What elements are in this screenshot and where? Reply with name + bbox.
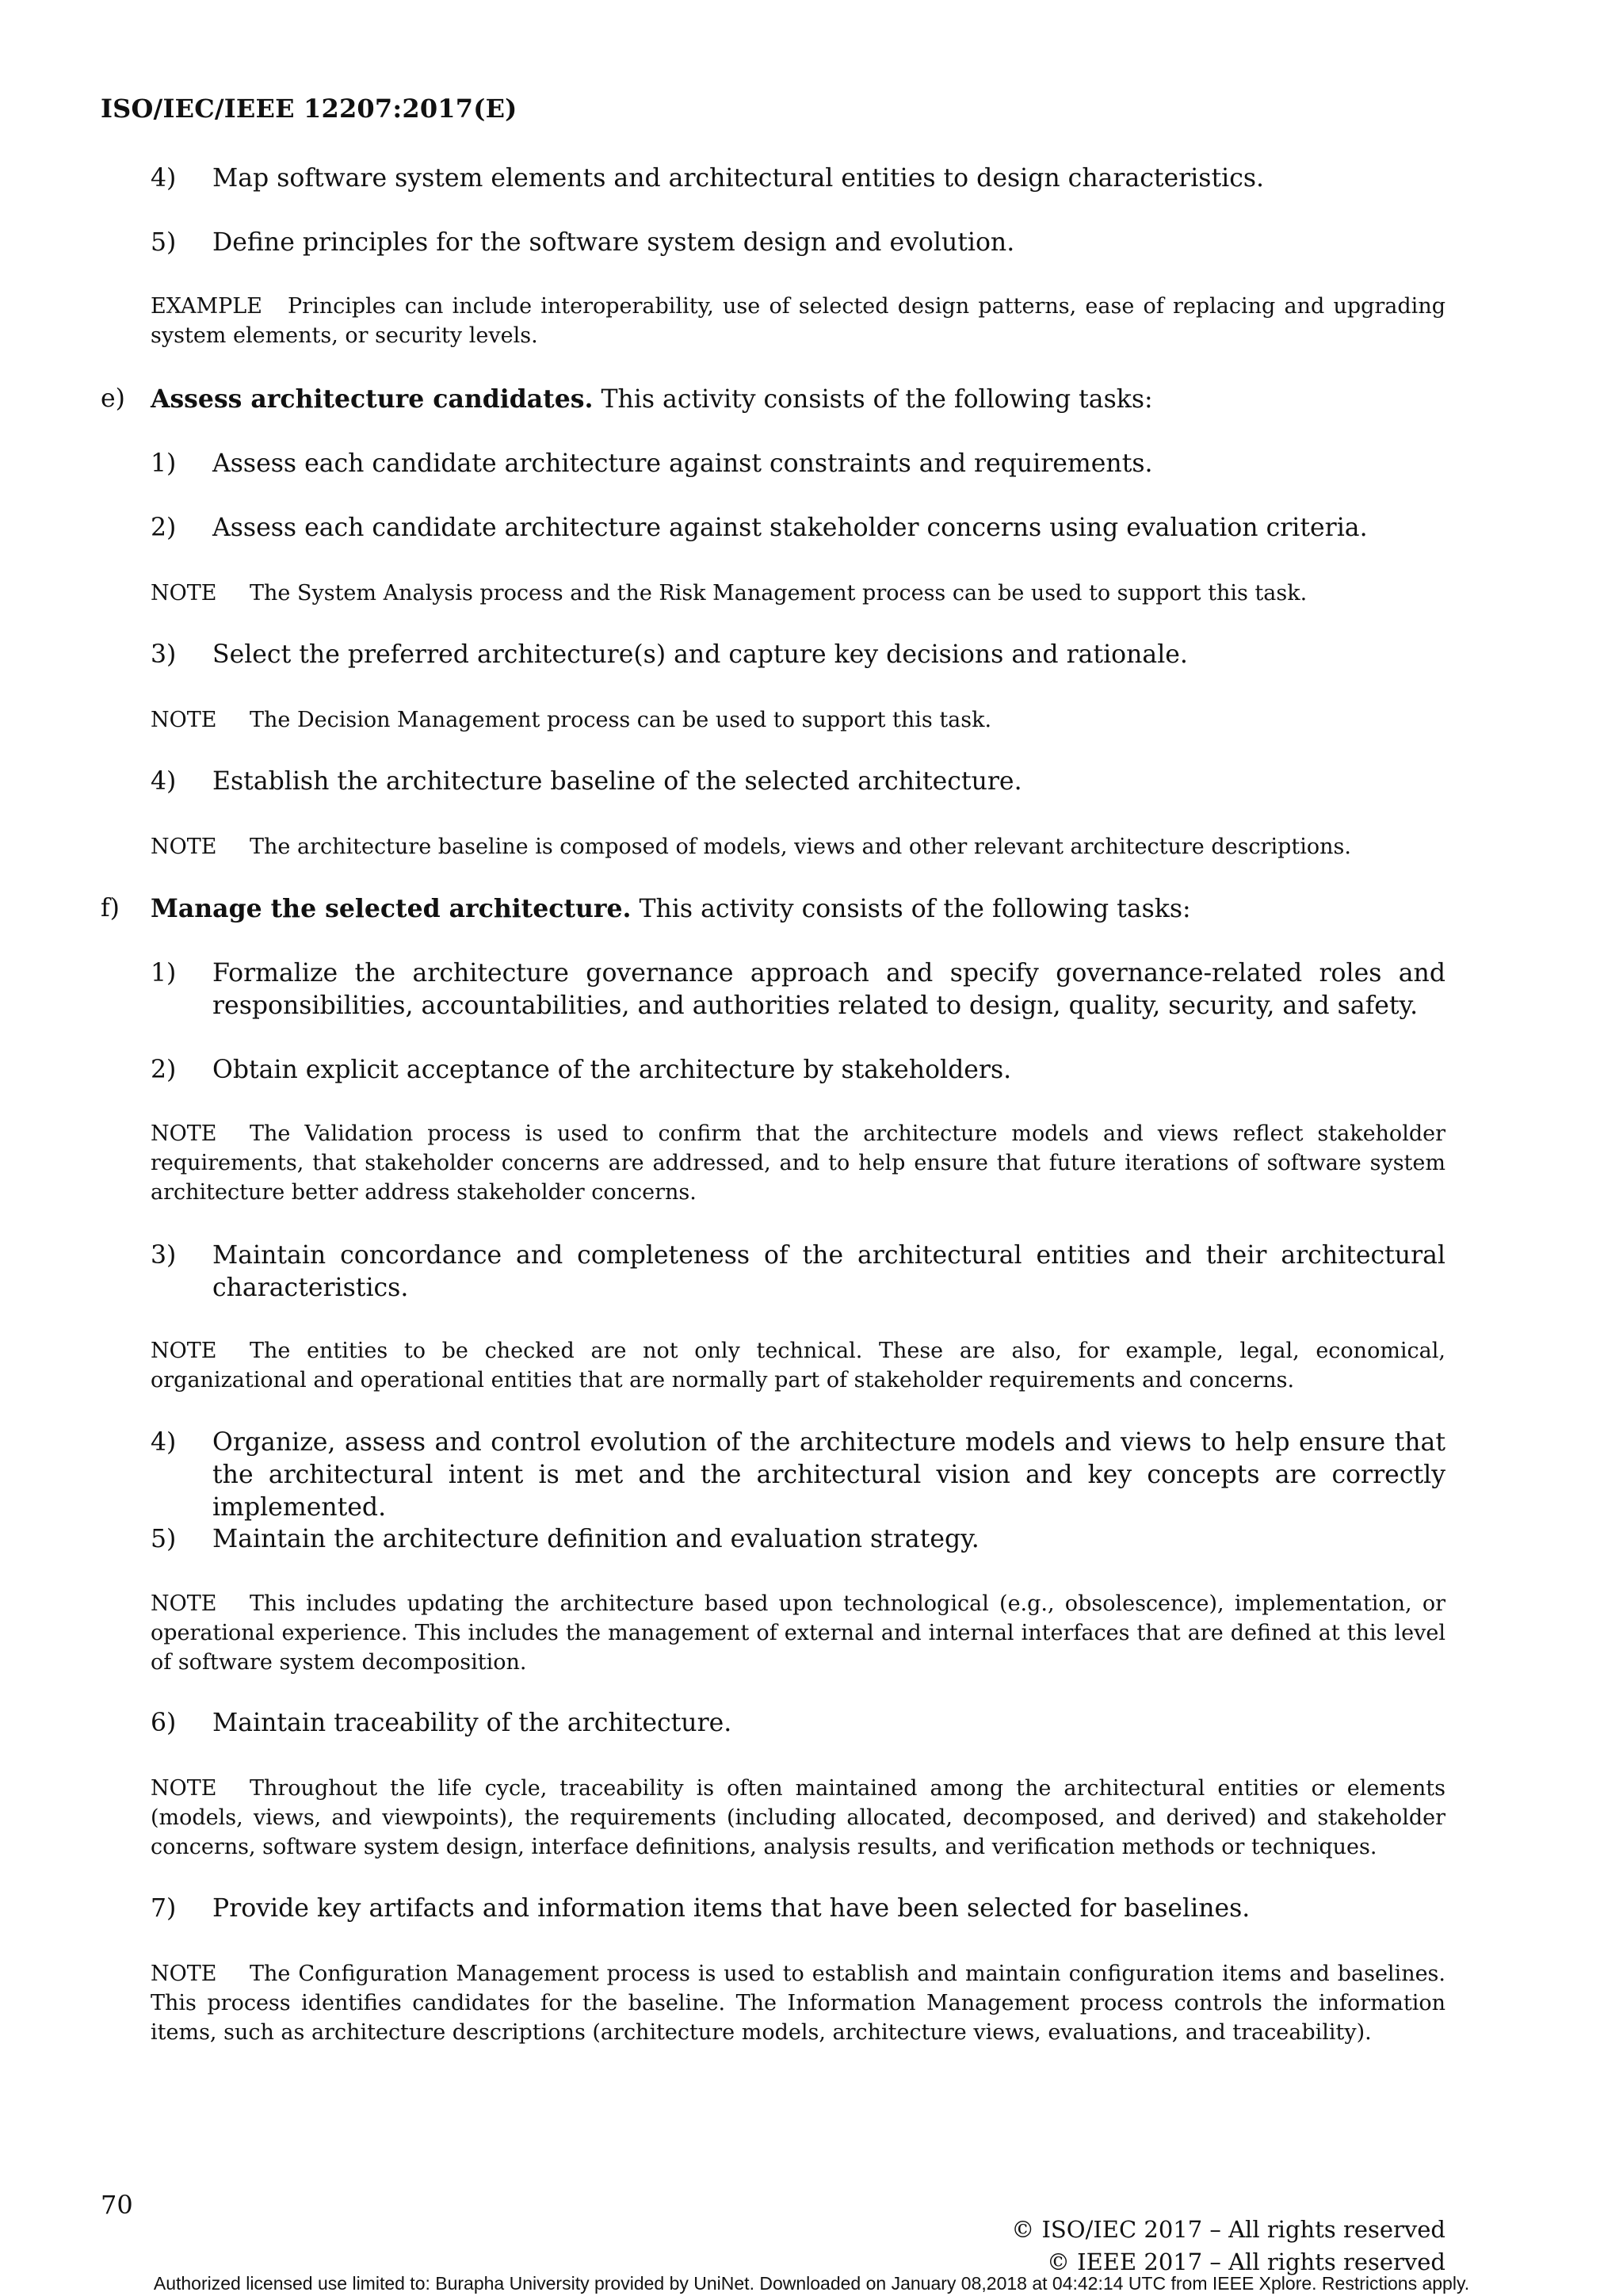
- note-tag: NOTE: [151, 708, 217, 732]
- note-text: The Validation process is used to confirm that the architecture models and views reflect stakeholder requirements, that stakeholder concerns are addressed, and to help ensure that future iterations of software system architecture better address stakeholder concerns.: [151, 1121, 1445, 1205]
- task-number: 2): [151, 1056, 177, 1084]
- task-text: Define principles for the software system design and evolution.: [212, 228, 1015, 257]
- authorization-notice: Authorized licensed use limited to: Burapha University provided by UniNet. Downloaded on January 08,2018 at 04:42:14 UTC from IEEE Xplore. Restrictions apply.: [153, 2273, 1470, 2294]
- task-item: [151, 512, 1445, 544]
- task-item: [151, 1240, 1445, 1305]
- activity-title: Manage the selected architecture.: [151, 894, 632, 923]
- note-text: Throughout the life cycle, traceability is often maintained among the architectural entities or elements (models, views, and viewpoints), the requirements (including allocated, decomposed, and derived) and stakeholder concerns, software system design, interface definitions, analysis results, and verification methods or techniques.: [151, 1776, 1445, 1859]
- task-item: [151, 766, 1445, 798]
- task-text: Maintain traceability of the architecture.: [212, 1709, 732, 1737]
- activity-letter: f): [101, 894, 120, 923]
- task-number: 3): [151, 1241, 177, 1270]
- note-tag: NOTE: [151, 835, 217, 859]
- note-block: [151, 832, 1445, 861]
- activity-text: This activity consists of the following tasks:: [593, 385, 1153, 414]
- note-text: The Decision Management process can be used to support this task.: [250, 708, 992, 732]
- task-text: Establish the architecture baseline of the selected architecture.: [212, 767, 1022, 796]
- example-block: [151, 292, 1445, 350]
- note-text: The entities to be checked are not only technical. These are also, for example, legal, economical, organizational and operational entities that are normally part of stakeholder requirements and concerns.: [151, 1339, 1445, 1392]
- activity-title: Assess architecture candidates.: [151, 384, 594, 414]
- task-item: [151, 1893, 1445, 1925]
- activity-letter: e): [101, 384, 125, 413]
- example-tag: EXAMPLE: [151, 294, 262, 319]
- task-number: 1): [151, 959, 177, 988]
- task-item: [151, 448, 1445, 480]
- task-number: 4): [151, 1428, 177, 1457]
- task-item: [151, 957, 1445, 1022]
- task-item: [151, 1054, 1445, 1087]
- task-text: Assess each candidate architecture against stakeholder concerns using evaluation criteria.: [212, 514, 1368, 542]
- note-tag: NOTE: [151, 1591, 217, 1616]
- note-text: The Configuration Management process is used to establish and maintain configuration items and baselines. This process identifies candidates for the baseline. The Information Management process controls the information items, such as architecture descriptions (architecture models, architecture views, evaluations, and traceability).: [151, 1962, 1445, 2045]
- task-number: 1): [151, 449, 177, 478]
- note-block: [151, 1589, 1445, 1677]
- task-text: Maintain concordance and completeness of the architectural entities and their architectural characteristics.: [212, 1241, 1445, 1302]
- copyright-block: [1011, 2214, 1445, 2279]
- activity-f: [101, 892, 1445, 926]
- task-number: 3): [151, 640, 177, 669]
- task-text: Map software system elements and architectural entities to design characteristics.: [212, 164, 1265, 193]
- task-text: Obtain explicit acceptance of the architecture by stakeholders.: [212, 1056, 1012, 1084]
- task-text: Select the preferred architecture(s) and capture key decisions and rationale.: [212, 640, 1188, 669]
- task-item: [151, 1707, 1445, 1740]
- activity-e: [101, 383, 1445, 416]
- example-text: Principles can include interoperability, use of selected design patterns, ease of replacing and upgrading system elements, or security levels.: [151, 294, 1445, 348]
- note-block: [151, 1336, 1445, 1395]
- task-text: Formalize the architecture governance approach and specify governance-related roles and responsibilities, accountabilities, and authorities related to design, quality, security, and safety.: [212, 959, 1445, 1020]
- activity-text: This activity consists of the following tasks:: [631, 895, 1191, 923]
- note-tag: NOTE: [151, 1339, 217, 1363]
- note-tag: NOTE: [151, 1776, 217, 1801]
- copyright-ieee: © IEEE 2017 – All rights reserved: [1046, 2248, 1445, 2275]
- task-number: 5): [151, 228, 177, 257]
- task-number: 4): [151, 164, 177, 193]
- task-item: [151, 1427, 1445, 1524]
- note-tag: NOTE: [151, 1962, 217, 1986]
- task-item: [151, 639, 1445, 671]
- task-number: 5): [151, 1525, 177, 1553]
- task-item: [151, 227, 1445, 259]
- task-text: Assess each candidate architecture against constraints and requirements.: [212, 449, 1153, 478]
- note-block: [151, 1959, 1445, 2047]
- task-item: [151, 162, 1445, 195]
- document-header: ISO/IEC/IEEE 12207:2017(E): [101, 94, 517, 124]
- task-number: 2): [151, 514, 177, 542]
- note-block: [151, 579, 1445, 608]
- note-text: The System Analysis process and the Risk Management process can be used to support this task.: [250, 581, 1308, 606]
- task-number: 7): [151, 1894, 177, 1923]
- task-number: 4): [151, 767, 177, 796]
- note-tag: NOTE: [151, 581, 217, 606]
- note-block: [151, 705, 1445, 735]
- note-block: [151, 1774, 1445, 1862]
- copyright-iso: © ISO/IEC 2017 – All rights reserved: [1011, 2216, 1445, 2243]
- task-text: Provide key artifacts and information items that have been selected for baselines.: [212, 1894, 1251, 1923]
- task-number: 6): [151, 1709, 177, 1737]
- page-number: 70: [101, 2190, 133, 2220]
- note-text: This includes updating the architecture based upon technological (e.g., obsolescence), implementation, or operational experience. This includes the management of external and internal interfaces that are defined at this level of software system decomposition.: [151, 1591, 1445, 1675]
- note-block: [151, 1119, 1445, 1207]
- task-text: Maintain the architecture definition and evaluation strategy.: [212, 1525, 980, 1553]
- note-tag: NOTE: [151, 1121, 217, 1146]
- note-text: The architecture baseline is composed of models, views and other relevant architecture descriptions.: [250, 835, 1351, 859]
- task-item: [151, 1523, 1445, 1556]
- task-text: Organize, assess and control evolution of the architecture models and views to help ensure that the architectural intent is met and the architectural vision and key concepts are correctly implemented.: [212, 1428, 1445, 1522]
